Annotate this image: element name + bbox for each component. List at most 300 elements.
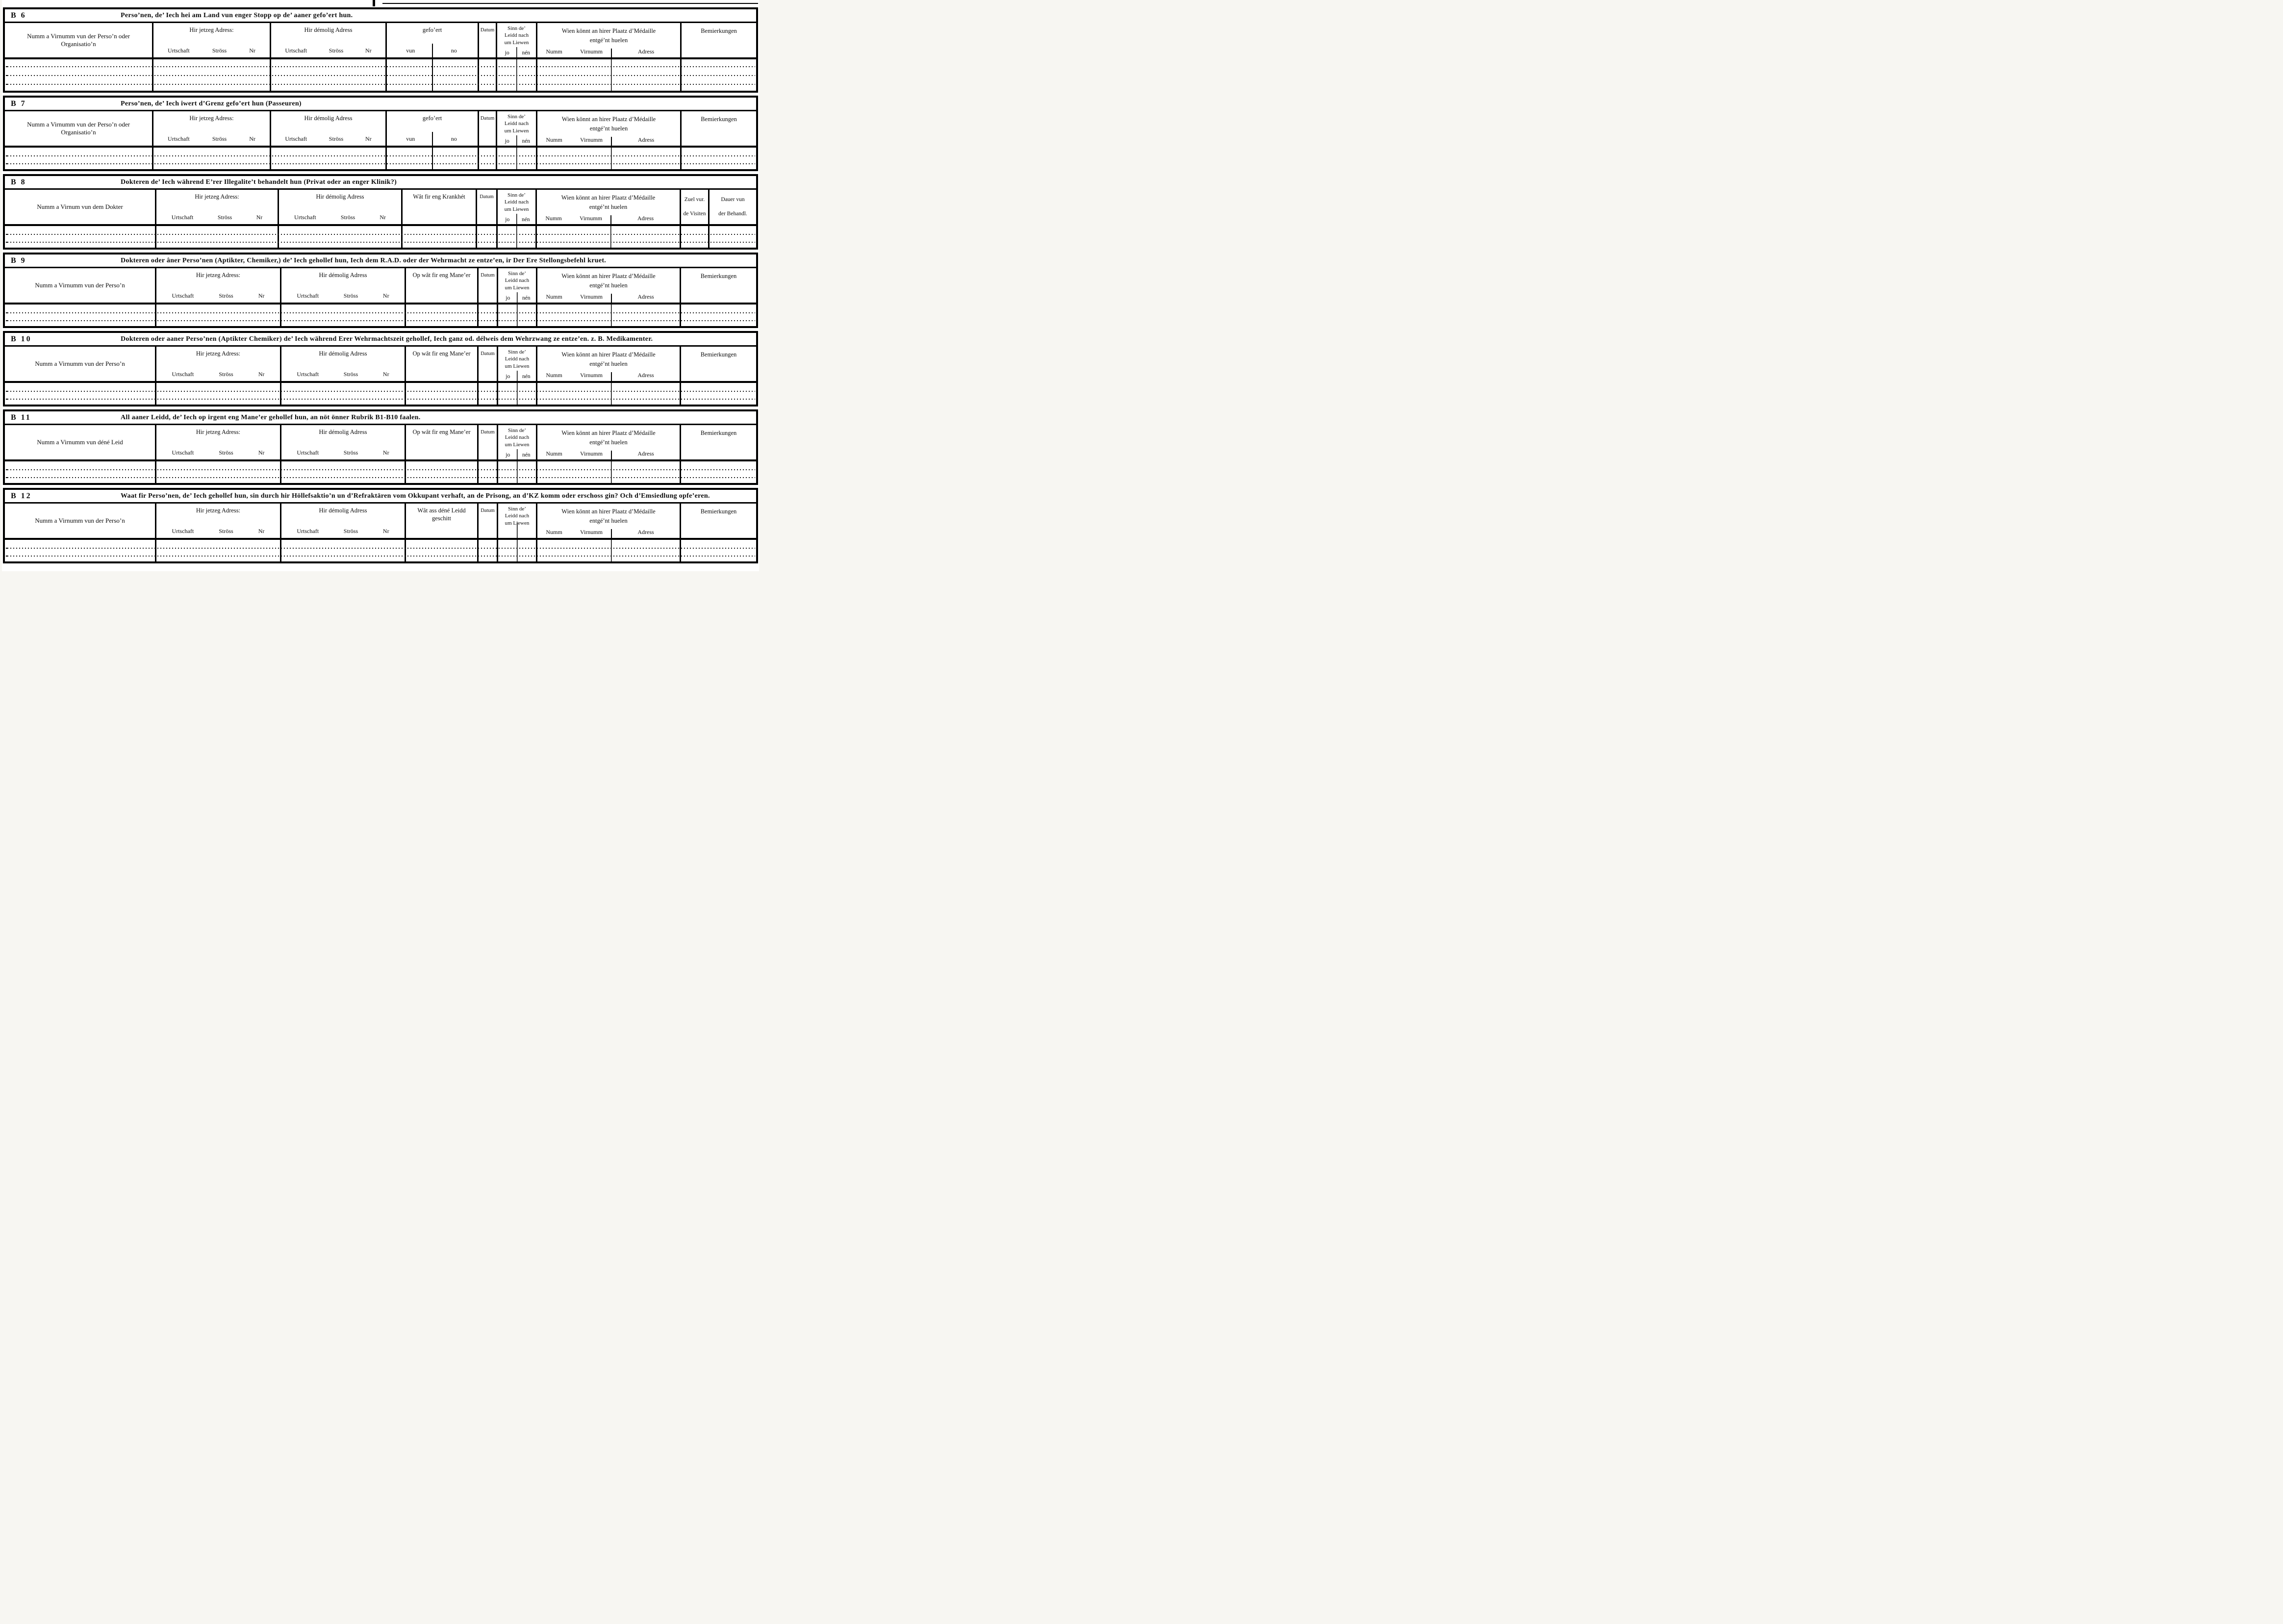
header-alive-column <box>496 23 536 57</box>
field-name <box>5 540 155 561</box>
header-jo-label: jo <box>506 295 510 301</box>
header-visits-line1: Zuel vur. <box>684 197 705 203</box>
header-virnumm-label: Virnumm <box>580 136 603 143</box>
header-medal-recipient-label: Wien könnt an hirer Plaatz d’Médaille entgé’nt huelen <box>561 116 656 132</box>
field-former-address <box>278 226 401 248</box>
write-in-area <box>5 383 756 405</box>
header-adress-label: Adress <box>637 372 654 379</box>
header-name-label: Numm a Virnumm vun der Perso’n <box>35 360 125 367</box>
middle-subheaders <box>389 135 476 143</box>
header-nr-label: Nr <box>380 214 386 221</box>
header-nr-label: Nr <box>382 528 389 534</box>
write-in-line <box>6 163 755 164</box>
column-header-row <box>5 23 756 59</box>
header-visits-column <box>680 190 708 224</box>
write-in-line <box>6 556 755 557</box>
header-nr-label: Nr <box>258 528 265 534</box>
field-alive <box>497 461 536 483</box>
header-alive-label: Sinn de’ Leidd nach um Liewen <box>505 428 530 448</box>
field-current-address <box>155 304 280 326</box>
header-nr-label: Nr <box>256 214 263 221</box>
address-subheaders <box>159 371 277 378</box>
header-middle-label: Op wât fir eng Mane’er <box>412 429 471 435</box>
field-bemierkungen <box>680 148 756 169</box>
field-former-address <box>280 461 405 483</box>
field-bemierkungen <box>680 461 756 483</box>
section-title-row <box>5 254 756 268</box>
header-urtschaft-label: Urtschaft <box>285 47 307 54</box>
field-datum <box>477 461 497 483</box>
write-in-line <box>6 242 755 243</box>
header-current-address-label: Hir jetzeg Adress: <box>189 26 234 33</box>
header-alive-column <box>497 268 536 303</box>
header-alive-label: Sinn de’ Leidd nach um Liewen <box>504 25 529 46</box>
header-jo-label: jo <box>506 452 510 458</box>
section-title-row <box>5 9 756 23</box>
address-subheaders <box>274 47 382 54</box>
header-middle-column <box>385 111 478 146</box>
header-former-address-column <box>280 268 405 303</box>
header-bemierkungen-column: Bemierkungen <box>680 268 756 303</box>
header-duration-line2: der Behandl. <box>718 211 747 217</box>
address-subheaders <box>284 449 402 457</box>
header-current-address-column <box>155 347 280 381</box>
alive-subheaders <box>498 138 535 144</box>
header-medal-recipient-column <box>536 268 680 303</box>
medal-subheaders <box>538 215 679 222</box>
header-urtschaft-label: Urtschaft <box>172 292 194 299</box>
header-virnumm-label: Virnumm <box>580 48 603 55</box>
header-datum-column: Datum <box>477 347 497 381</box>
column-header-row <box>5 347 756 383</box>
header-vun-label: vun <box>406 47 415 54</box>
field-medal-recipient <box>535 226 680 248</box>
field-alive <box>496 148 536 169</box>
section-b7 <box>3 96 758 171</box>
header-former-address-column <box>280 504 405 538</box>
header-stross-label: Ströss <box>212 135 227 142</box>
section-b6 <box>3 7 758 93</box>
header-stross-label: Ströss <box>219 528 233 534</box>
section-b8 <box>3 174 758 250</box>
header-urtschaft-label: Urtschaft <box>297 292 319 299</box>
field-visits <box>680 226 708 248</box>
header-datum-column: Datum <box>478 111 496 146</box>
header-medal-recipient-label: Wien könnt an hirer Plaatz d’Médaille entgé’nt huelen <box>561 194 656 210</box>
write-in-line <box>6 75 755 76</box>
header-urtschaft-label: Urtschaft <box>297 449 319 456</box>
header-urtschaft-label: Urtschaft <box>285 135 307 142</box>
header-alive-label: Sinn de’ Leidd nach um Liewen <box>505 271 530 291</box>
field-current-address <box>155 540 280 561</box>
write-in-area <box>5 304 756 326</box>
section-title-row <box>5 411 756 425</box>
header-medal-recipient-label: Wien könnt an hirer Plaatz d’Médaille entgé’nt huelen <box>561 27 656 44</box>
header-datum-column: Datum <box>477 504 497 538</box>
field-former-address <box>270 148 385 169</box>
header-virnumm-label: Virnumm <box>580 529 603 535</box>
field-name <box>5 461 155 483</box>
header-name-column <box>5 111 152 146</box>
medal-subheaders <box>538 372 679 379</box>
header-duration-column <box>708 190 756 224</box>
header-name-column <box>5 190 155 224</box>
header-stross-label: Ströss <box>219 371 233 378</box>
form-sections <box>2 7 759 563</box>
header-adress-label: Adress <box>637 215 654 222</box>
header-name-column <box>5 268 155 303</box>
header-adress-label: Adress <box>637 450 654 457</box>
write-in-area <box>5 226 756 248</box>
section-id: B 12 <box>11 491 32 500</box>
header-bemierkungen-column: Bemierkungen <box>680 23 756 57</box>
header-medal-recipient-label: Wien könnt an hirer Plaatz d’Médaille entgé’nt huelen <box>561 273 656 289</box>
header-urtschaft-label: Urtschaft <box>168 135 190 142</box>
header-urtschaft-label: Urtschaft <box>297 371 319 378</box>
field-datum <box>477 383 497 405</box>
header-numm-label: Numm <box>546 293 562 300</box>
header-adress-label: Adress <box>637 293 654 300</box>
header-nr-label: Nr <box>249 135 255 142</box>
field-name <box>5 226 155 248</box>
section-title-row <box>5 333 756 347</box>
section-b12 <box>3 488 758 563</box>
field-bemierkungen <box>680 383 756 405</box>
field-name <box>5 304 155 326</box>
header-medal-recipient-column <box>535 190 680 224</box>
header-alive-label: Sinn de’ Leidd nach um Liewen <box>504 114 529 134</box>
header-name-column <box>5 425 155 459</box>
header-middle-label: Wât ass déné Leidd geschitt <box>417 507 466 522</box>
header-former-address-label: Hir démolig Adress <box>319 272 367 279</box>
header-current-address-column <box>152 23 270 57</box>
address-subheaders <box>159 528 277 535</box>
header-stross-label: Ströss <box>217 214 232 221</box>
header-alive-label: Sinn de’ Leidd nach um Liewen <box>505 349 530 369</box>
address-subheaders <box>282 214 398 221</box>
field-medal-recipient <box>536 148 680 169</box>
header-nr-label: Nr <box>365 135 372 142</box>
header-name-label: Numm a Virnumm vun déné Leid <box>37 438 123 446</box>
header-alive-column <box>497 504 536 538</box>
column-header-row <box>5 425 756 461</box>
field-former-address <box>280 383 405 405</box>
header-nr-label: Nr <box>382 449 389 456</box>
header-middle-column <box>401 190 476 224</box>
header-adress-label: Adress <box>637 529 654 535</box>
field-former-address <box>280 304 405 326</box>
header-name-column <box>5 23 152 57</box>
header-nen-label: nén <box>522 138 531 144</box>
header-virnumm-label: Virnumm <box>580 372 603 379</box>
header-virnumm-label: Virnumm <box>580 450 603 457</box>
field-name <box>5 383 155 405</box>
section-title-row <box>5 176 756 190</box>
page-top-margin <box>2 0 759 7</box>
field-medal-recipient <box>536 383 680 405</box>
section-title: Dokteren oder aaner Perso’nen (Aptikter Chemiker) de’ Iech während Erer Wehrmachtszeit gehollef, Iech ganz od. délweis dem Wehrzwang ze entze’en. z. B. Medikamenter. <box>121 335 653 343</box>
header-urtschaft-label: Urtschaft <box>294 214 316 221</box>
header-stross-label: Ströss <box>219 449 233 456</box>
header-nen-label: nén <box>522 374 531 380</box>
header-nen-label: nén <box>521 217 530 223</box>
header-current-address-column <box>155 504 280 538</box>
header-nr-label: Nr <box>258 449 265 456</box>
write-in-line <box>6 469 755 470</box>
field-current-address <box>152 148 270 169</box>
header-jo-label: jo <box>505 138 509 144</box>
header-urtschaft-label: Urtschaft <box>297 528 319 534</box>
column-header-row <box>5 504 756 540</box>
header-former-address-column <box>278 190 401 224</box>
header-middle-column <box>405 268 477 303</box>
write-in-area <box>5 461 756 483</box>
field-medal-recipient <box>536 461 680 483</box>
header-current-address-label: Hir jetzeg Adress: <box>196 507 241 514</box>
header-jo-label: jo <box>506 374 510 380</box>
header-alive-column <box>496 111 536 146</box>
address-subheaders <box>159 214 275 221</box>
section-id: B 6 <box>11 11 26 20</box>
header-current-address-label: Hir jetzeg Adress: <box>196 272 241 279</box>
address-subheaders <box>284 292 402 300</box>
section-title: Dokteren de’ Iech während E’rer Illegalite’t behandelt hun (Privat oder an enger Klinik?) <box>121 178 397 186</box>
field-medal-recipient <box>536 540 680 561</box>
alive-subheaders <box>499 295 535 301</box>
header-medal-recipient-label: Wien könnt an hirer Plaatz d’Médaille entgé’nt huelen <box>561 508 656 524</box>
header-middle-column <box>405 425 477 459</box>
header-urtschaft-label: Urtschaft <box>172 528 194 534</box>
field-middle <box>405 304 477 326</box>
address-subheaders <box>159 292 277 300</box>
address-subheaders <box>274 135 382 143</box>
address-subheaders <box>156 47 267 54</box>
column-header-row <box>5 268 756 304</box>
header-duration-line1: Dauer vun <box>721 197 745 203</box>
header-middle-column <box>405 504 477 538</box>
write-in-line <box>6 155 755 156</box>
section-b10 <box>3 331 758 406</box>
header-middle-label: Op wât fir eng Mane’er <box>412 350 471 357</box>
medal-subheaders <box>538 450 679 457</box>
header-name-label: Numm a Virnum vun dem Dokter <box>37 203 123 210</box>
header-current-address-column <box>155 190 278 224</box>
header-bemierkungen-column: Bemierkungen <box>680 111 756 146</box>
header-name-label: Numm a Virnumm vun der Perso’n oder Organisatio’n <box>27 32 130 48</box>
header-middle-column <box>385 23 478 57</box>
medal-subheaders <box>538 529 679 536</box>
write-in-area <box>5 59 756 91</box>
header-current-address-label: Hir jetzeg Adress: <box>196 429 241 435</box>
header-alive-column <box>496 190 535 224</box>
header-adress-label: Adress <box>637 48 655 55</box>
header-vun-label: vun <box>406 135 415 142</box>
write-in-line <box>6 320 755 321</box>
header-no-label: no <box>451 47 457 54</box>
field-alive <box>497 540 536 561</box>
medal-subheaders <box>538 48 679 55</box>
header-middle-label: gefo’ert <box>422 115 442 122</box>
address-subheaders <box>284 371 402 378</box>
header-urtschaft-label: Urtschaft <box>168 47 190 54</box>
header-stross-label: Ströss <box>343 449 358 456</box>
header-former-address-label: Hir démolig Adress <box>319 429 367 435</box>
write-in-line <box>6 477 755 478</box>
alive-subheaders <box>498 217 535 223</box>
header-numm-label: Numm <box>546 372 562 379</box>
header-bemierkungen-column: Bemierkungen <box>680 425 756 459</box>
write-in-line <box>6 548 755 549</box>
header-current-address-column <box>155 425 280 459</box>
field-former-address <box>280 540 405 561</box>
header-middle-label: Wât fir eng Krankhét <box>413 193 465 200</box>
field-middle <box>401 226 476 248</box>
header-visits-line2: de Visiten <box>683 211 706 217</box>
header-numm-label: Numm <box>545 215 562 222</box>
header-nr-label: Nr <box>382 371 389 378</box>
field-current-address <box>155 226 278 248</box>
field-current-address <box>155 461 280 483</box>
scanned-form-sheet <box>2 0 759 571</box>
field-datum <box>477 540 497 561</box>
field-alive <box>496 226 535 248</box>
header-stross-label: Ströss <box>340 214 355 221</box>
field-bemierkungen <box>680 304 756 326</box>
header-medal-recipient-column <box>536 504 680 538</box>
header-numm-label: Numm <box>546 136 562 143</box>
write-in-line <box>6 399 755 400</box>
header-stross-label: Ströss <box>343 528 358 534</box>
header-nen-label: nén <box>522 295 531 301</box>
header-middle-column <box>405 347 477 381</box>
top-rule <box>382 3 758 4</box>
header-alive-column <box>497 347 536 381</box>
header-current-address-label: Hir jetzeg Adress: <box>195 193 239 200</box>
section-b11 <box>3 409 758 485</box>
section-title-row <box>5 490 756 504</box>
header-former-address-label: Hir démolig Adress <box>319 350 367 357</box>
write-in-line <box>6 391 755 392</box>
header-name-column <box>5 347 155 381</box>
write-in-line <box>6 312 755 313</box>
section-id: B 10 <box>11 334 32 343</box>
header-former-address-label: Hir démolig Adress <box>316 193 364 200</box>
header-alive-label: Sinn de’ Leidd nach um Liewen <box>505 506 530 526</box>
field-datum <box>478 148 496 169</box>
address-subheaders <box>156 135 267 143</box>
alive-subheaders <box>499 452 535 458</box>
header-medal-recipient-column <box>536 23 680 57</box>
header-virnumm-label: Virnumm <box>580 215 602 222</box>
header-stross-label: Ströss <box>212 47 227 54</box>
header-nr-label: Nr <box>258 292 265 299</box>
section-id: B 7 <box>11 99 26 108</box>
header-medal-recipient-column <box>536 425 680 459</box>
field-middle <box>405 461 477 483</box>
header-urtschaft-label: Urtschaft <box>172 371 194 378</box>
header-middle-label: gefo’ert <box>422 26 442 33</box>
header-current-address-column <box>152 111 270 146</box>
header-stross-label: Ströss <box>343 292 358 299</box>
header-adress-label: Adress <box>637 136 655 143</box>
middle-subheaders <box>389 47 476 54</box>
column-header-row <box>5 190 756 226</box>
header-jo-label: jo <box>505 217 510 223</box>
header-datum-column: Datum <box>478 23 496 57</box>
header-former-address-column <box>280 425 405 459</box>
header-alive-column <box>497 425 536 459</box>
field-current-address <box>155 383 280 405</box>
field-datum <box>477 304 497 326</box>
header-medal-recipient-label: Wien könnt an hirer Plaatz d’Médaille entgé’nt huelen <box>561 351 656 367</box>
header-stross-label: Ströss <box>219 292 233 299</box>
header-nen-label: nén <box>522 452 531 458</box>
field-bemierkungen <box>680 540 756 561</box>
field-middle <box>405 383 477 405</box>
header-nr-label: Nr <box>249 47 255 54</box>
header-former-address-label: Hir démolig Adress <box>304 26 353 33</box>
section-b9 <box>3 253 758 328</box>
header-no-label: no <box>451 135 457 142</box>
header-datum-column: Datum <box>477 268 497 303</box>
field-datum <box>476 226 496 248</box>
section-title: Perso’nen, de’ Iech iwert d’Grenz gefo’ert hun (Passeuren) <box>121 100 302 107</box>
header-stross-label: Ströss <box>329 135 344 142</box>
write-in-area <box>5 540 756 561</box>
medal-subheaders <box>538 293 679 301</box>
section-id: B 8 <box>11 178 26 186</box>
header-nen-label: nén <box>522 50 531 56</box>
write-in-line <box>6 84 755 85</box>
section-title: Perso’nen, de’ Iech hei am Land vun enger Stopp op de’ aaner gefo’ert hun. <box>121 11 353 19</box>
header-nr-label: Nr <box>258 371 265 378</box>
field-name <box>5 148 152 169</box>
medal-subheaders <box>538 136 679 144</box>
header-nr-label: Nr <box>382 292 389 299</box>
field-medal-recipient <box>536 304 680 326</box>
header-name-label: Numm a Virnumm vun der Perso’n <box>35 281 125 289</box>
section-id: B 9 <box>11 256 26 265</box>
header-urtschaft-label: Urtschaft <box>171 214 194 221</box>
header-former-address-label: Hir démolig Adress <box>319 507 367 514</box>
field-middle <box>405 540 477 561</box>
field-duration <box>708 226 756 248</box>
header-former-address-label: Hir démolig Adress <box>304 115 353 122</box>
header-former-address-column <box>270 111 385 146</box>
header-alive-label: Sinn de’ Leidd nach um Liewen <box>504 192 529 212</box>
section-id: B 11 <box>11 413 31 422</box>
header-name-label: Numm a Virnumm vun der Perso’n oder Organisatio’n <box>27 121 130 136</box>
header-current-address-column <box>155 268 280 303</box>
write-in-line <box>6 234 755 235</box>
header-name-column <box>5 504 155 538</box>
alive-subheaders <box>499 374 535 380</box>
header-nr-label: Nr <box>365 47 372 54</box>
header-bemierkungen-column: Bemierkungen <box>680 347 756 381</box>
field-middle <box>385 148 478 169</box>
header-middle-label: Op wât fir eng Mane’er <box>412 272 471 279</box>
header-former-address-column <box>280 347 405 381</box>
header-medal-recipient-column <box>536 347 680 381</box>
section-title: Dokteren oder âner Perso’nen (Aptikter, Chemiker,) de’ Iech gehollef hun, Iech dem R.A.D. oder der Wehrmacht ze entze’en, ir Der Ere Stellongsbefehl kruet. <box>121 256 607 264</box>
header-stross-label: Ströss <box>329 47 344 54</box>
address-subheaders <box>159 449 277 457</box>
header-bemierkungen-column: Bemierkungen <box>680 504 756 538</box>
column-header-row <box>5 111 756 148</box>
header-datum-column: Datum <box>477 425 497 459</box>
header-medal-recipient-label: Wien könnt an hirer Plaatz d’Médaille entgé’nt huelen <box>561 430 656 446</box>
header-former-address-column <box>270 23 385 57</box>
